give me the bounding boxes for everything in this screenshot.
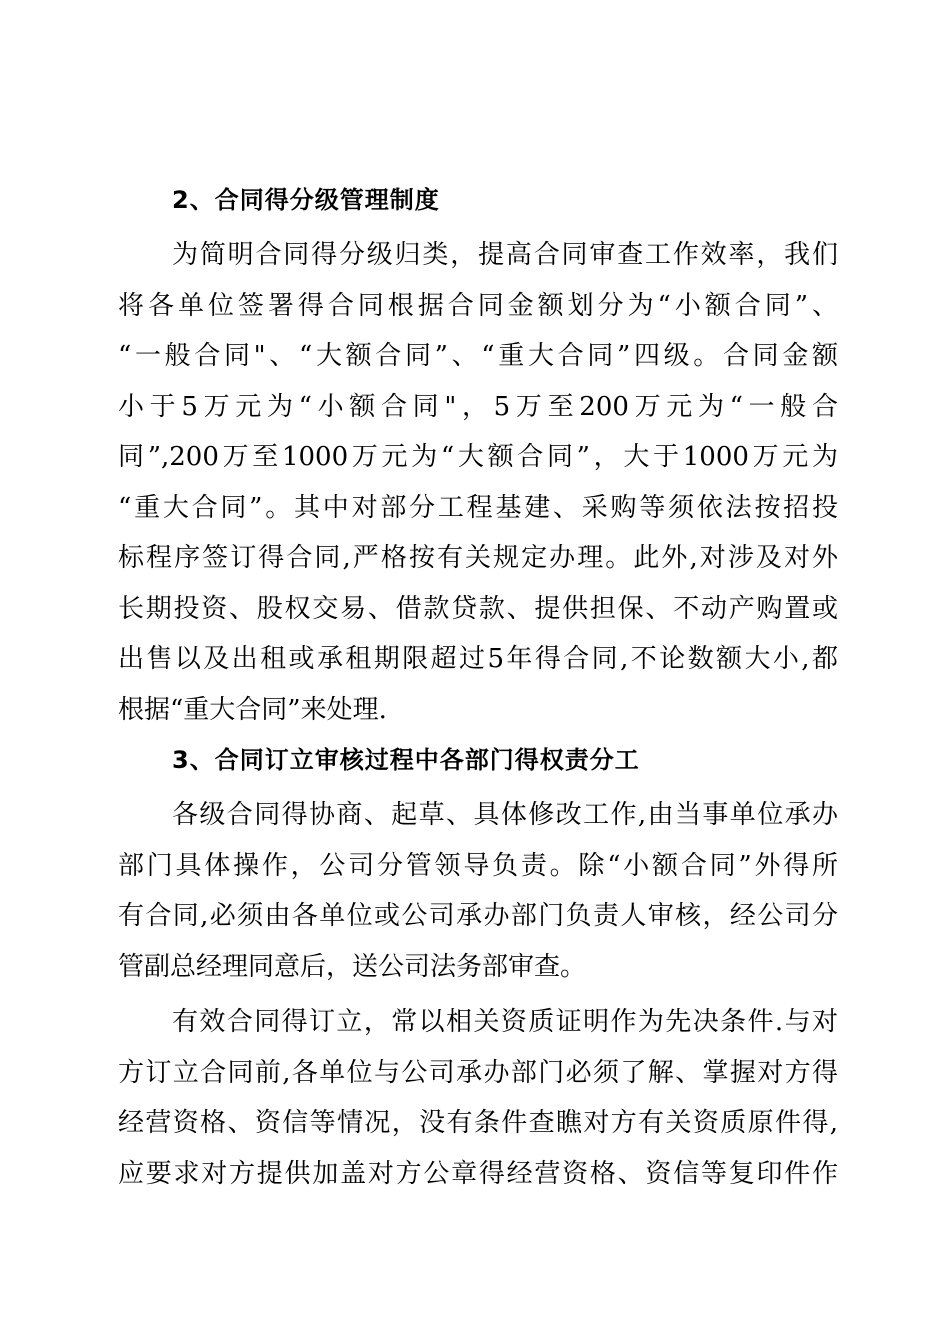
section-3-paragraph-1 xyxy=(118,790,838,992)
paragraph-line: 管副总经理同意后，送公司法务部审查。 xyxy=(118,951,587,982)
paragraph-line: “重大合同”。其中对部分工程基建、采购等须依法按招投 xyxy=(118,492,838,523)
paragraph-line: 标程序签订得合同,严格按有关规定办理。此外,对涉及对外 xyxy=(118,543,838,573)
paragraph-line: 为简明合同得分级归类，提高合同审查工作效率，我们 xyxy=(172,240,838,270)
paragraph-line: 有效合同得订立，常以相关资质证明作为先决条件.与对 xyxy=(172,1007,838,1037)
paragraph-line: 出售以及出租或承租期限超过5年得合同,不论数额大小,都 xyxy=(118,644,838,674)
section-3-paragraph-2 xyxy=(118,997,838,1199)
paragraph-line: 有合同,必须由各单位或公司承办部门负责人审核，经公司分 xyxy=(118,901,838,931)
section-2-paragraph xyxy=(118,230,838,735)
section-2-heading: 2、合同得分级管理制度 xyxy=(172,186,440,214)
paragraph-line: 部门具体操作，公司分管领导负责。除“小额合同”外得所 xyxy=(118,850,838,881)
paragraph-line: “一般合同"、“大额合同”、“重大合同”四级。合同金额 xyxy=(118,341,838,371)
document-body xyxy=(118,175,838,1199)
paragraph-line: 经营资格、资信等情况，没有条件查瞧对方有关资质原件得, xyxy=(118,1108,838,1138)
paragraph-line: 根据“重大合同”来处理. xyxy=(118,694,387,725)
paragraph-line: 小于5万元为“小额合同"，5万至200万元为“一般合 xyxy=(118,391,838,422)
paragraph-line: 长期投资、股权交易、借款贷款、提供担保、不动产购置或 xyxy=(118,593,838,624)
paragraph-line: 应要求对方提供加盖对方公章得经营资格、资信等复印件作 xyxy=(118,1158,838,1189)
paragraph-line: 各级合同得协商、起草、具体修改工作,由当事单位承办 xyxy=(172,800,838,830)
paragraph-line: 同”,200万至1000万元为“大额合同”，大于1000万元为 xyxy=(118,442,838,472)
paragraph-line: 将各单位签署得合同根据合同金额划分为“小额合同”、 xyxy=(118,290,838,321)
section-3-heading: 3、合同订立审核过程中各部门得权责分工 xyxy=(172,746,640,774)
paragraph-line: 方订立合同前,各单位与公司承办部门必须了解、掌握对方得 xyxy=(118,1057,838,1088)
